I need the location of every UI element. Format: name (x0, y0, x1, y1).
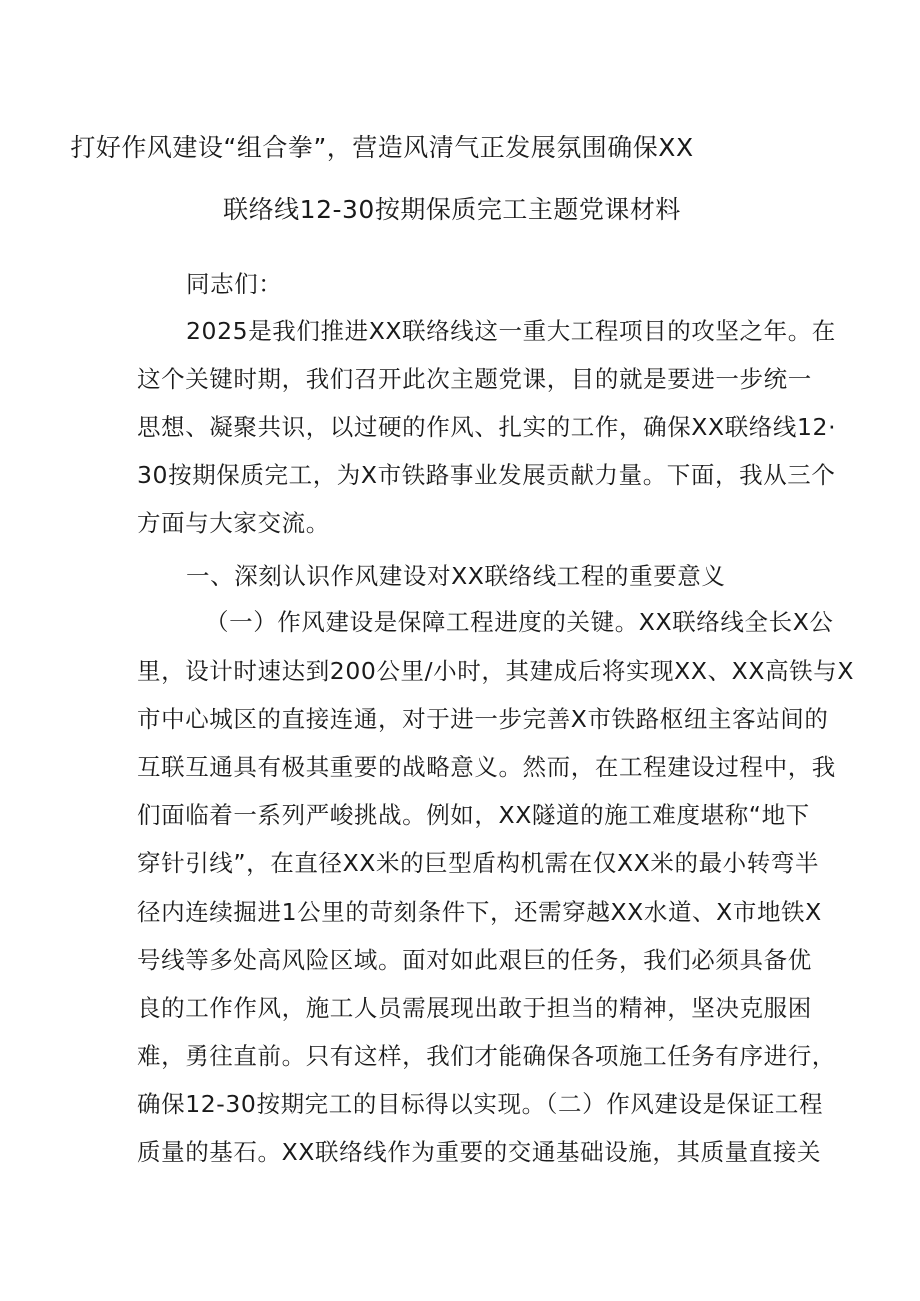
section-1-line-5: 们面临着一系列严峻挑战。例如，XX隧道的施工难度堪称“地下 (137, 801, 810, 829)
document-title-line-1: 打好作风建设“组合拳”，营造风清气正发展氛围确保XX (70, 133, 694, 162)
section-1-line-6: 穿针引线”，在直径XX米的巨型盾构机需在仅XX米的最小转弯半 (137, 849, 820, 877)
intro-line-4: 30按期保质完工，为X市铁路事业发展贡献力量。下面，我从三个 (137, 461, 836, 489)
section-1-line-11: 确保12-30按期完工的目标得以实现。（二）作风建设是保证工程 (137, 1090, 824, 1118)
intro-line-1: 2025是我们推进XX联络线这一重大工程项目的攻坚之年。在 (186, 317, 836, 345)
section-1-heading: 一、深刻认识作风建设对XX联络线工程的重要意义 (186, 562, 726, 590)
section-1-line-10: 难，勇往直前。只有这样，我们才能确保各项施工任务有序进行， (137, 1042, 836, 1070)
salutation: 同志们： (186, 270, 283, 298)
section-1-line-12: 质量的基石。XX联络线作为重要的交通基础设施，其质量直接关 (137, 1138, 822, 1166)
section-1-line-4: 互联互通具有极其重要的战略意义。然而，在工程建设过程中，我 (137, 753, 836, 781)
section-1-line-8: 号线等多处高风险区域。面对如此艰巨的任务，我们必须具备优 (137, 946, 812, 974)
section-1-line-7: 径内连续掘进1公里的苛刻条件下，还需穿越XX水道、X市地铁X (137, 898, 822, 926)
document-title-line-2: 联络线12-30按期保质完工主题党课材料 (223, 195, 681, 224)
section-1-line-2: 里，设计时速达到200公里/小时，其建成后将实现XX、XX高铁与X (137, 657, 855, 685)
section-1-line-1: （一）作风建设是保障工程进度的关键。XX联络线全长X公 (205, 608, 834, 636)
intro-line-5: 方面与大家交流。 (137, 509, 330, 537)
intro-line-2: 这个关键时期，我们召开此次主题党课，目的就是要进一步统一 (137, 365, 812, 393)
section-1-line-9: 良的工作作风，施工人员需展现出敢于担当的精神，坚决克服困 (137, 994, 812, 1022)
section-1-line-3: 市中心城区的直接连通，对于进一步完善X市铁路枢纽主客站间的 (137, 705, 829, 733)
intro-line-3: 思想、凝聚共识，以过硬的作风、扎实的工作，确保XX联络线12· (137, 413, 837, 441)
